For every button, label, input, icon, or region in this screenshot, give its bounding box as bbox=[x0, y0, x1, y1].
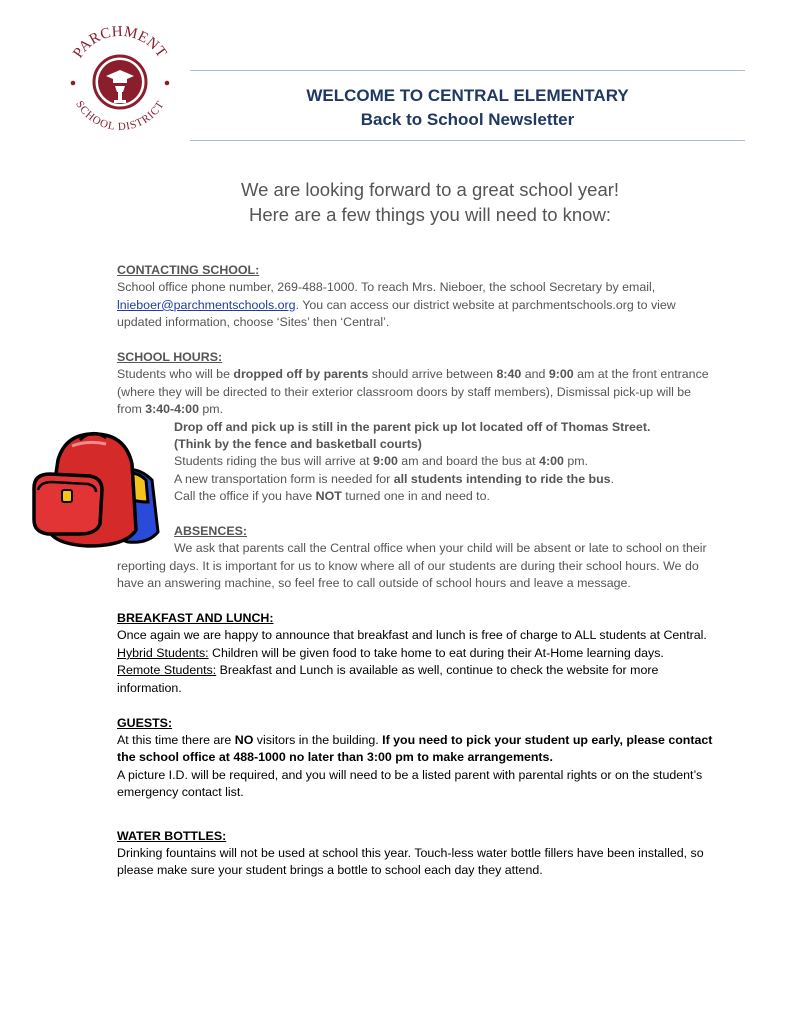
section-guests bbox=[117, 715, 749, 802]
page-title: WELCOME TO CENTRAL ELEMENTARY bbox=[306, 86, 629, 105]
section-school-hours bbox=[117, 349, 749, 506]
section-breakfast-lunch bbox=[117, 610, 749, 697]
hours-line-7: A new transportation form is needed for all students intending to ride the bus. bbox=[174, 471, 615, 486]
guests-line-1: At this time there are NO visitors in the building. If you need to pick your student up early, please contact bbox=[117, 732, 713, 747]
newsletter-body bbox=[117, 262, 749, 880]
parchment-school-district-logo bbox=[60, 20, 180, 140]
absences-line-2: reporting days. It is important for us to know where all of our students are during their school hours. We do bbox=[117, 558, 699, 573]
logo-arc-top-text: PARCHMENT bbox=[70, 23, 170, 62]
heading-school-hours: SCHOOL HOURS: bbox=[117, 350, 223, 365]
contacting-line-3: updated information, choose ‘Sites’ then ‘Central’. bbox=[117, 315, 390, 330]
hours-line-8: Call the office if you have NOT turned one in and need to. bbox=[174, 489, 490, 504]
hours-line-2: (where they will be directed to their exterior classroom doors by staff members), Dismissal pick-up will be bbox=[117, 384, 692, 399]
guests-line-4: emergency contact list. bbox=[117, 785, 244, 800]
heading-absences: ABSENCES: bbox=[174, 524, 247, 539]
logo-arc-bottom-text: SCHOOL DISTRICT bbox=[73, 98, 167, 134]
heading-guests: GUESTS: bbox=[117, 715, 173, 730]
contacting-line-1: School office phone number, 269-488-1000. To reach Mrs. Nieboer, the school Secretary by email, bbox=[117, 280, 656, 295]
section-absences bbox=[117, 523, 749, 593]
email-link[interactable]: lnieboer@parchmentschools.org bbox=[117, 297, 296, 312]
contacting-line-2: lnieboer@parchmentschools.org. You can access our district website at parchmentschools.org to view bbox=[117, 297, 676, 312]
hours-line-1: Students who will be dropped off by parents should arrive between 8:40 and 9:00 am at the front entrance bbox=[117, 367, 709, 382]
water-line-1: Drinking fountains will not be used at school this year. Touch-less water bottle fillers have been installed, so bbox=[117, 845, 704, 860]
breakfast-remote-2: information. bbox=[117, 680, 182, 695]
intro-line-2: Here are a few things you will need to know: bbox=[249, 204, 611, 225]
page-subtitle: Back to School Newsletter bbox=[360, 110, 575, 129]
hours-line-3: from 3:40-4:00 pm. bbox=[117, 402, 224, 417]
hours-line-4: Drop off and pick up is still in the parent pick up lot located off of Thomas Street. bbox=[174, 419, 651, 434]
breakfast-line-1: Once again we are happy to announce that breakfast and lunch is free of charge to ALL students at Central. bbox=[117, 628, 707, 643]
heading-breakfast-lunch: BREAKFAST AND LUNCH: bbox=[117, 611, 274, 626]
water-line-2: please make sure your student brings a bottle to school each day they attend. bbox=[117, 863, 543, 878]
header-title-block bbox=[190, 84, 745, 132]
section-contacting-school bbox=[117, 262, 749, 332]
header-top-rule bbox=[190, 70, 745, 71]
absences-line-1: We ask that parents call the Central office when your child will be absent or late to school on their bbox=[174, 541, 707, 556]
intro-text bbox=[100, 177, 760, 227]
breakfast-hybrid: Hybrid Students: Children will be given food to take home to eat during their At-Home learning days. bbox=[117, 645, 664, 660]
hours-line-5: (Think by the fence and basketball courts) bbox=[174, 437, 422, 452]
absences-line-3: have an answering machine, so feel free to call outside of school hours and leave a message. bbox=[117, 576, 631, 591]
guests-line-3: A picture I.D. will be required, and you will need to be a listed parent with parental rights or on the student’s bbox=[117, 767, 703, 782]
guests-line-2: the school office at 488-1000 no later than 3:00 pm to make arrangements. bbox=[117, 750, 553, 765]
heading-contacting-school: CONTACTING SCHOOL: bbox=[117, 263, 260, 277]
heading-water-bottles: WATER BOTTLES: bbox=[117, 828, 227, 843]
section-water-bottles bbox=[117, 828, 749, 880]
header-bottom-rule bbox=[190, 140, 745, 141]
hours-line-6: Students riding the bus will arrive at 9:00 am and board the bus at 4:00 pm. bbox=[174, 454, 588, 469]
breakfast-remote: Remote Students: Breakfast and Lunch is available as well, continue to check the website for more bbox=[117, 663, 659, 678]
intro-line-1: We are looking forward to a great school year! bbox=[240, 179, 620, 200]
